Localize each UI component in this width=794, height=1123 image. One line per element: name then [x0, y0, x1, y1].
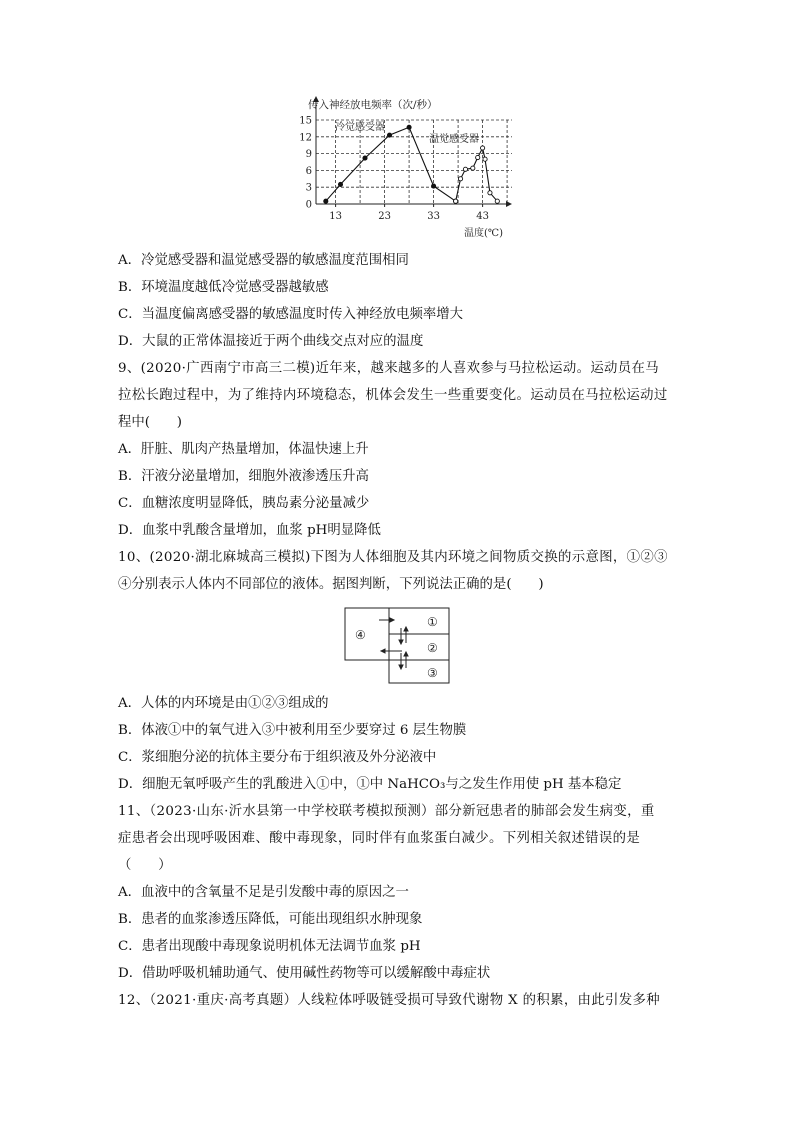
q10-stem-line-2: ④分别表示人体内不同部位的液体。据图判断，下列说法正确的是( ): [118, 577, 544, 592]
warm-point: [454, 199, 458, 203]
q10-option-d: D．细胞无氧呼吸产生的乳酸进入①中，①中 NaHCO₃与之发生作用使 pH 基本稳定: [118, 777, 622, 792]
q11-option-b: B．患者的血浆渗透压降低，可能出现组织水肿现象: [118, 912, 423, 927]
x-axis-arrow: [506, 201, 512, 207]
temperature-firing-chart: [276, 92, 516, 240]
warm-point: [458, 177, 462, 181]
q8-option-c: C．当温度偏离感受器的敏感温度时传入神经放电频率增大: [118, 307, 464, 322]
label-2: ②: [427, 641, 438, 655]
y-tick-label: 6: [305, 165, 312, 177]
warm-point: [463, 167, 467, 171]
q9-option-d: D．血浆中乳酸含量增加，血浆 pH明显降低: [118, 523, 381, 538]
q9-stem-line-1: 9、(2020·广西南宁市高三二模)近年来，越来越多的人喜欢参与马拉松运动。运动员在马: [118, 361, 660, 376]
q10-stem-line-1: 10、(2020·湖北麻城高三模拟)下图为人体细胞及其内环境之间物质交换的示意图，①②③: [118, 550, 668, 565]
y-tick-label: 15: [299, 115, 312, 127]
q9-option-c: C．血糖浓度明显降低，胰岛素分泌量减少: [118, 496, 370, 511]
annotation-warm-receptor: 温觉感受器: [429, 134, 479, 145]
cold-point: [338, 182, 342, 186]
arrowhead-2-to-1: [404, 627, 408, 631]
chart-xlabel: 温度(℃): [464, 228, 503, 239]
warm-point: [495, 199, 499, 203]
x-tick-label: 23: [378, 211, 391, 222]
arrowhead-4-to-1: [390, 618, 394, 622]
q11-stem-line-2: 症患者会出现呼吸困难、酸中毒现象，同时伴有血浆蛋白减少。下列相关叙述错误的是: [118, 831, 641, 846]
label-3: ③: [427, 666, 438, 680]
cold-point: [407, 125, 411, 129]
y-tick-label: 12: [299, 132, 312, 144]
x-tick-label: 13: [329, 211, 342, 222]
chart-ylabel: 传入神经放电频率（次/秒）: [308, 99, 438, 111]
annotation-cold-receptor: 冷觉感受器: [335, 122, 385, 133]
arrowhead-2-to-4: [381, 649, 385, 653]
warm-point: [488, 191, 492, 195]
fluid-exchange-diagram: [344, 607, 452, 685]
warm-point: [481, 146, 485, 150]
q8-option-a: A．冷觉感受器和温觉感受器的敏感温度范围相同: [118, 253, 409, 268]
q11-option-a: A．血液中的含氧量不足是引发酸中毒的原因之一: [118, 885, 409, 900]
warm-point: [483, 157, 487, 161]
q9-stem-line-2: 拉松长跑过程中，为了维持内环境稳态，机体会发生一些重要变化。运动员在马拉松运动过: [118, 388, 668, 403]
label-1: ①: [427, 615, 438, 629]
q11-option-d: D．借助呼吸机辅助通气、使用碱性药物等可以缓解酸中毒症状: [118, 966, 491, 981]
warm-point: [471, 166, 475, 170]
chart-tick-labels: [299, 116, 489, 223]
y-tick-label: 9: [305, 149, 312, 161]
y-tick-label: 0: [305, 199, 312, 211]
arrowhead-3-to-2: [404, 652, 408, 656]
q11-stem-line-3: （ ）: [118, 858, 172, 873]
y-tick-label: 3: [305, 182, 312, 194]
cold-point: [432, 184, 436, 188]
cold-point: [324, 199, 328, 203]
q9-option-b: B．汗液分泌量增加，细胞外液渗透压升高: [118, 469, 369, 484]
right-column-box: [389, 608, 449, 683]
q10-option-a: A．人体的内环境是由①②③组成的: [118, 696, 329, 711]
arrowhead-2-to-3: [399, 665, 403, 669]
x-tick-label: 43: [476, 211, 489, 222]
q9-option-a: A．肝脏、肌肉产热量增加，体温快速上升: [118, 442, 369, 457]
chart-axes: [313, 96, 512, 207]
label-4: ④: [355, 628, 366, 642]
q9-stem-line-3: 程中( ): [118, 415, 183, 430]
q8-option-b: B．环境温度越低冷觉感受器越敏感: [118, 280, 329, 295]
q10-option-c: C．浆细胞分泌的抗体主要分布于组织液及外分泌液中: [118, 750, 437, 765]
q8-option-d: D．大鼠的正常体温接近于两个曲线交点对应的温度: [118, 334, 424, 349]
q10-option-b: B．体液①中的氧气进入③中被利用至少要穿过 6 层生物膜: [118, 723, 467, 738]
q12-stem-line-1: 12、（2021·重庆·高考真题）人线粒体呼吸链受损可导致代谢物 X 的积累，由此引发多种: [118, 993, 661, 1008]
cold-point: [363, 156, 367, 160]
cold-point: [387, 133, 391, 137]
q11-stem-line-1: 11、（2023·山东·沂水县第一中学校联考模拟预测）部分新冠患者的肺部会发生病变，重: [118, 804, 655, 819]
q11-option-c: C．患者出现酸中毒现象说明机体无法调节血浆 pH: [118, 939, 421, 954]
x-tick-label: 33: [427, 211, 440, 222]
arrowhead-1-to-2: [399, 640, 403, 644]
warm-point: [476, 155, 480, 159]
